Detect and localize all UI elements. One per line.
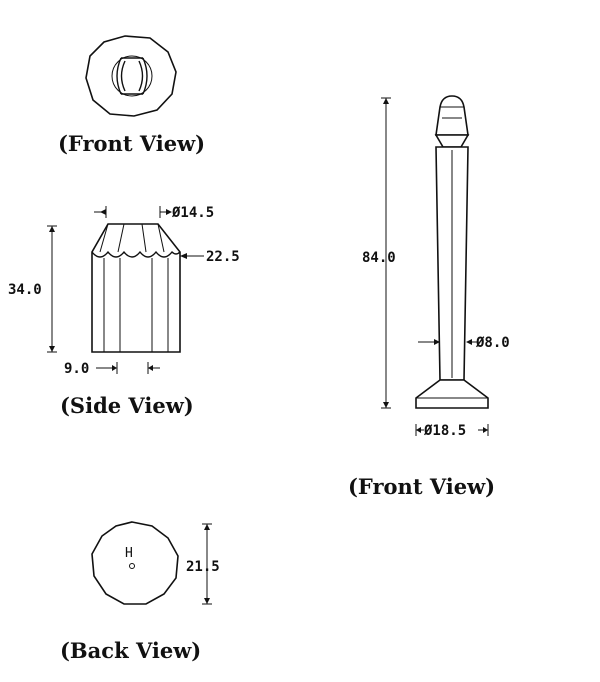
cap-side-body: [92, 224, 180, 352]
cap-front-outline: [86, 36, 176, 116]
pin-front-view: [381, 96, 488, 436]
cap-side-view: [47, 206, 204, 374]
caption-side-view: (Side View): [60, 393, 194, 418]
caption-front-view-cap: (Front View): [58, 131, 206, 156]
cap-back-outline: [92, 522, 178, 604]
dim-pin-head-diameter: Ø18.5: [424, 423, 467, 439]
pin-head: [416, 380, 488, 408]
dim-side-bottom-width: 9.0: [64, 361, 90, 377]
dim-side-height: 34.0: [8, 282, 42, 298]
caption-back-view: (Back View): [60, 638, 202, 663]
caption-front-view-pin: (Front View): [348, 474, 496, 499]
pin-tip: [436, 96, 468, 135]
dim-pin-shaft-diameter: Ø8.0: [476, 335, 510, 351]
dim-pin-length: 84.0: [362, 250, 396, 266]
cap-front-view: [86, 36, 176, 116]
dim-side-diameter: 22.5: [206, 249, 240, 265]
dim-back-height: 21.5: [186, 559, 220, 575]
back-mark: H: [125, 546, 133, 561]
dim-side-top-diameter: Ø14.5: [172, 205, 215, 221]
